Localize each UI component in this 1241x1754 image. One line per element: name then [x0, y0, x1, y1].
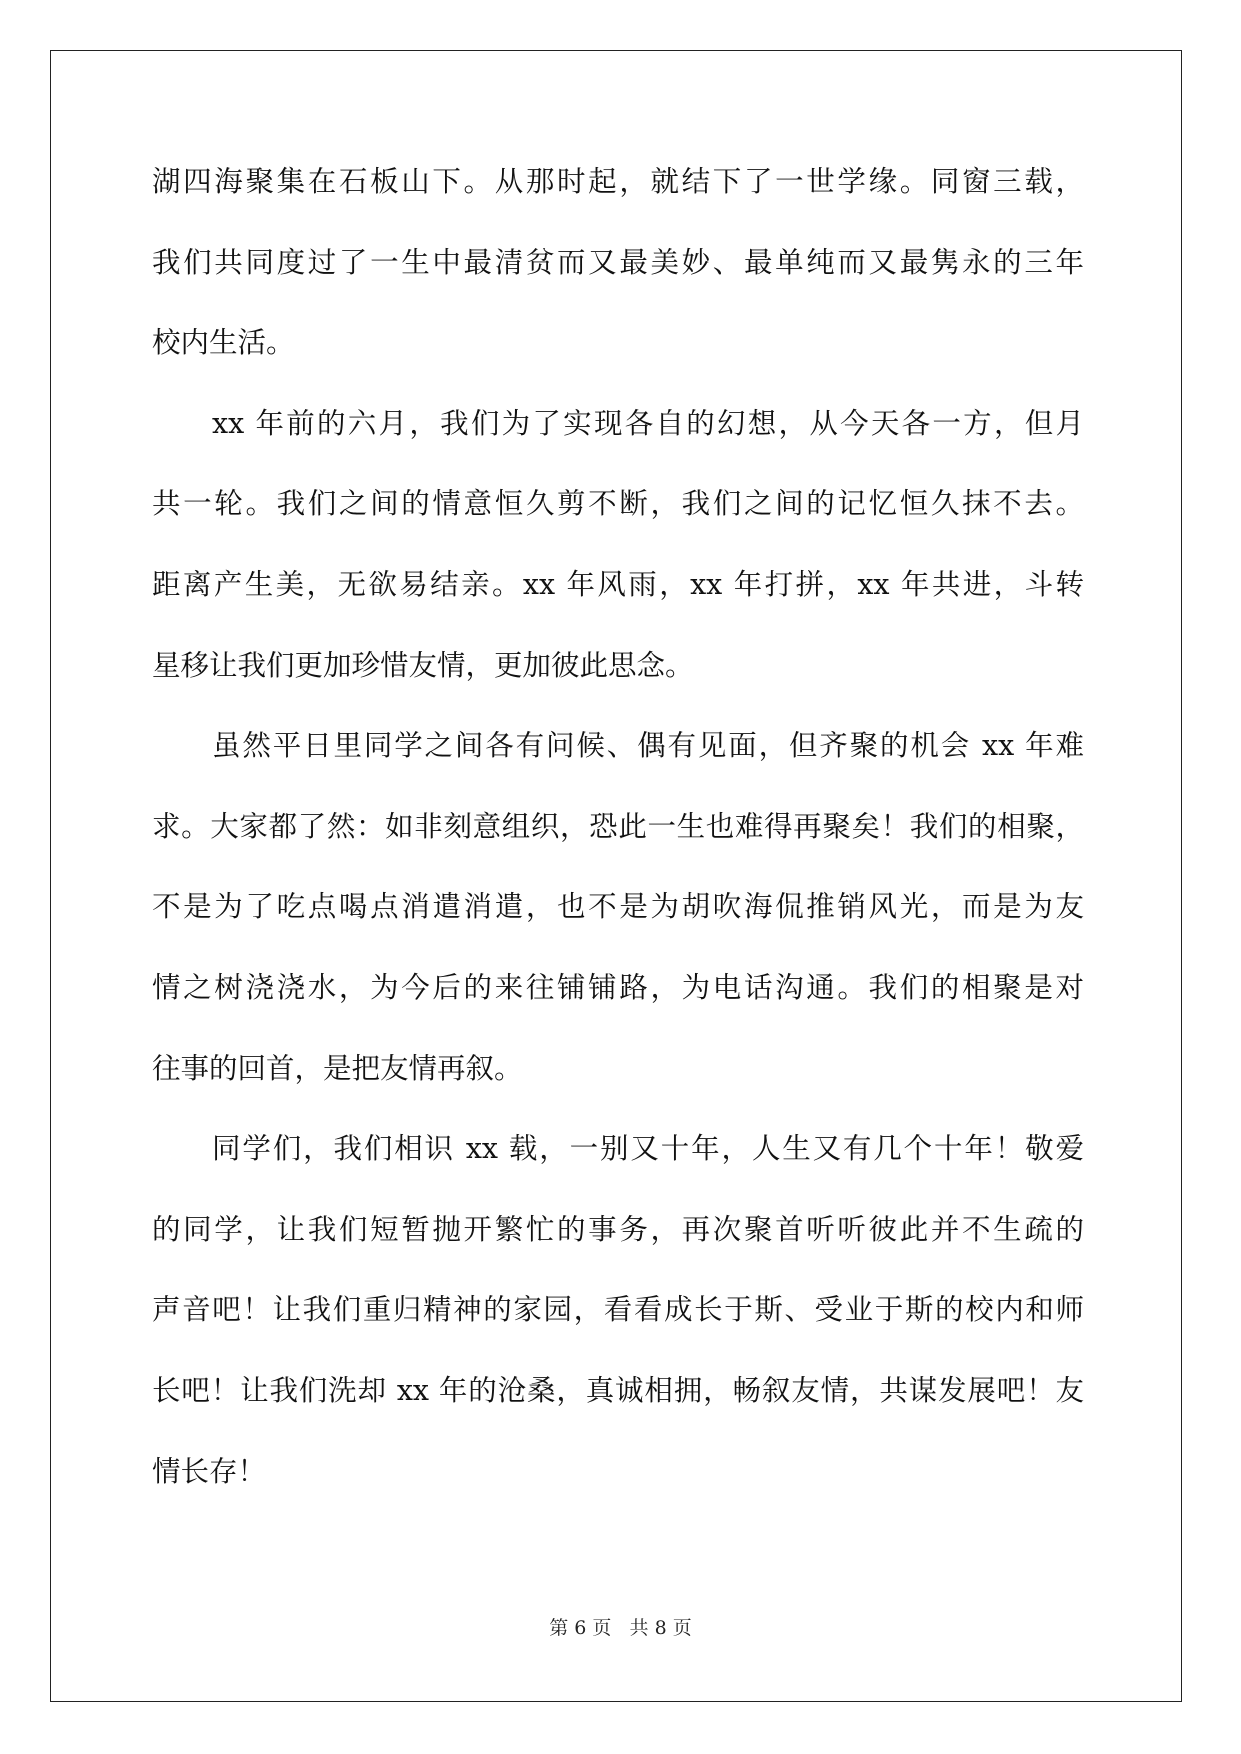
text-line: 情之树浇浇水，为今后的来往铺铺路，为电话沟通。我们的相聚是对 [152, 970, 1084, 1004]
text-line: 共一轮。我们之间的情意恒久剪不断，我们之间的记忆恒久抹不去。 [152, 487, 1084, 521]
text-line: 星移让我们更加珍惜友情，更加彼此思念。 [152, 648, 694, 682]
text-line: 求。大家都了然：如非刻意组织，恐此一生也难得再聚矣！我们的相聚， [152, 809, 1084, 843]
text-line: 湖四海聚集在石板山下。从那时起，就结下了一世学缘。同窗三载， [152, 165, 1084, 198]
text-line: 声音吧！让我们重归精神的家园，看看成长于斯、受业于斯的校内和师 [152, 1293, 1084, 1327]
text-line: 的同学，让我们短暂抛开繁忙的事务，再次聚首听听彼此并不生疏的 [152, 1212, 1084, 1246]
page-footer [0, 1616, 1241, 1640]
text-line: xx 年前的六月，我们为了实现各自的幻想，从今天各一方，但月 [212, 406, 1084, 440]
text-line: 虽然平日里同学之间各有问候、偶有见面，但齐聚的机会 xx 年难 [212, 729, 1084, 763]
page-number-label: 第 6 页 共 8 页 [549, 1617, 692, 1639]
text-line: 长吧！让我们洗却 xx 年的沧桑，真诚相拥，畅叙友情，共谋发展吧！友 [152, 1373, 1084, 1407]
text-line: 情长存！ [152, 1454, 267, 1488]
text-line: 我们共同度过了一生中最清贫而又最美妙、最单纯而又最隽永的三年 [152, 245, 1084, 279]
document-body [152, 160, 1084, 1530]
text-line: 距离产生美，无欲易结亲。xx 年风雨，xx 年打拼，xx 年共进，斗转 [152, 567, 1084, 601]
text-line: 校内生活。 [152, 326, 295, 360]
text-line: 往事的回首，是把友情再叙。 [152, 1051, 523, 1085]
text-line: 同学们，我们相识 xx 载，一别又十年，人生又有几个十年！敬爱 [212, 1132, 1084, 1166]
text-line: 不是为了吃点喝点消遣消遣，也不是为胡吹海侃推销风光，而是为友 [152, 890, 1084, 924]
